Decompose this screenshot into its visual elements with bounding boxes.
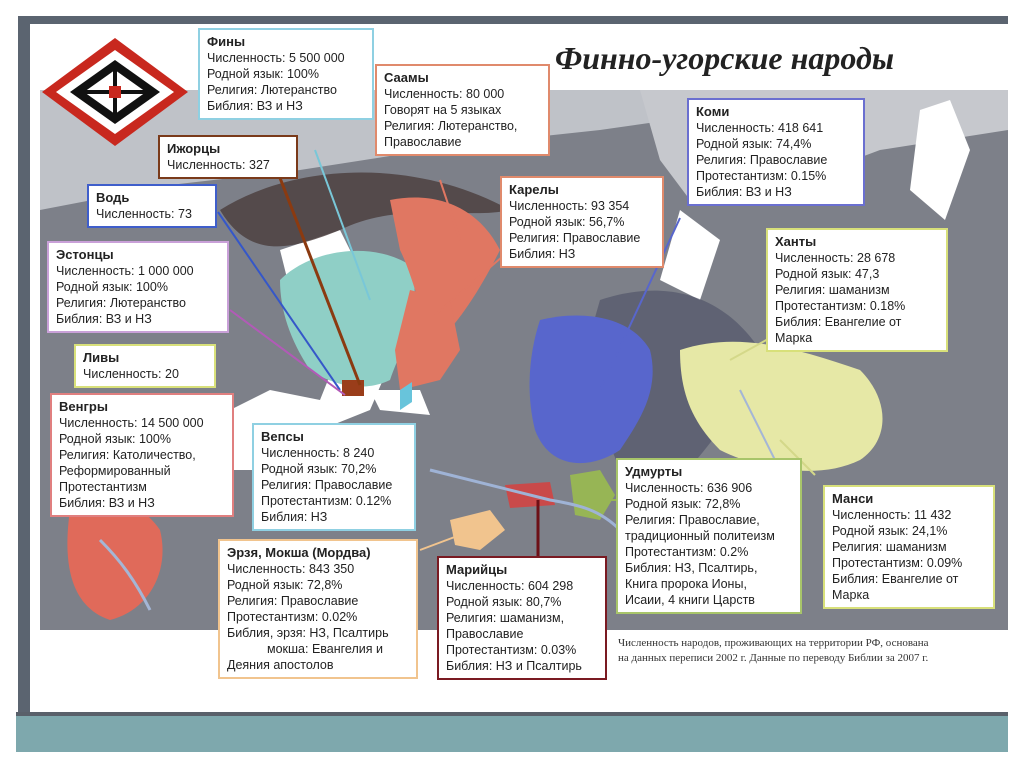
info-line: Протестантизм: 0.18% <box>775 299 906 313</box>
info-line: Библия, эрзя: НЗ, Псалтирь <box>227 626 389 640</box>
info-line: Библия: Евангелие от <box>832 572 959 586</box>
info-line: Численность: 11 432 <box>832 508 952 522</box>
info-line: Говорят на 5 языках <box>384 103 502 117</box>
logo-emblem-icon <box>40 36 190 148</box>
info-box-khanty <box>766 228 948 352</box>
people-name: Фины <box>207 34 246 49</box>
info-line: традиционный политеизм <box>625 529 775 543</box>
info-line: Библия: НЗ <box>261 510 328 524</box>
info-line: Библия: ВЗ и НЗ <box>207 99 303 113</box>
people-name: Ижорцы <box>167 141 221 156</box>
info-line: Религия: Православие <box>227 594 359 608</box>
people-name: Карелы <box>509 182 559 197</box>
info-line: Религия: Лютеранство, <box>384 119 518 133</box>
info-line: Родной язык: 72,8% <box>227 578 343 592</box>
info-line: Религия: Лютеранство <box>207 83 337 97</box>
info-line: Библия: ВЗ и НЗ <box>696 185 792 199</box>
info-line: Библия: НЗ, Псалтирь, <box>625 561 758 575</box>
info-line: Родной язык: 47,3 <box>775 267 880 281</box>
info-line: Численность: 93 354 <box>509 199 630 213</box>
info-line: Родной язык: 100% <box>59 432 171 446</box>
info-line: Численность: 20 <box>83 367 179 381</box>
people-name: Вепсы <box>261 429 304 444</box>
info-line: Православие <box>446 627 524 641</box>
info-line: Родной язык: 80,7% <box>446 595 562 609</box>
info-line: Религия: шаманизм <box>775 283 890 297</box>
footnote-line: на данных переписи 2002 г. Данные по переводу Библии за 2007 г. <box>618 652 929 664</box>
info-box-karelians <box>500 176 664 268</box>
info-line: Библия: ВЗ и НЗ <box>56 312 152 326</box>
info-line: Родной язык: 74,4% <box>696 137 812 151</box>
info-box-estonians <box>47 241 229 333</box>
info-line: Численность: 1 000 000 <box>56 264 194 278</box>
info-line: Религия: Православие, <box>625 513 760 527</box>
people-name: Марийцы <box>446 562 508 577</box>
info-line: Численность: 327 <box>167 158 270 172</box>
info-line: Численность: 843 350 <box>227 562 355 576</box>
info-line: Книга пророка Ионы, <box>625 577 747 591</box>
info-line: Религия: Православие <box>696 153 828 167</box>
info-box-mari <box>437 556 607 680</box>
info-line: Протестантизм: 0.03% <box>446 643 577 657</box>
info-line: Библия: Евангелие от <box>775 315 902 329</box>
info-line: Родной язык: 56,7% <box>509 215 625 229</box>
people-name: Саамы <box>384 70 429 85</box>
info-line: Религия: шаманизм <box>832 540 947 554</box>
info-line: Религия: Православие <box>261 478 393 492</box>
people-name: Венгры <box>59 399 108 414</box>
info-line: Численность: 604 298 <box>446 579 574 593</box>
info-box-finns <box>198 28 374 120</box>
page-title: Финно-угорские народы <box>555 40 895 76</box>
info-line: Родной язык: 100% <box>56 280 168 294</box>
info-box-saami <box>375 64 550 156</box>
info-line: Протестантизм: 0.2% <box>625 545 749 559</box>
people-name: Эрзя, Мокша (Мордва) <box>227 545 371 560</box>
people-name: Водь <box>96 190 130 205</box>
info-line: Марка <box>832 588 870 602</box>
info-line: Исаии, 4 книги Царств <box>625 593 755 607</box>
info-line: Численность: 28 678 <box>775 251 896 265</box>
info-line: Библия: ВЗ и НЗ <box>59 496 155 510</box>
info-line: Реформированный <box>59 464 171 478</box>
people-name: Эстонцы <box>56 247 114 262</box>
info-line: Протестантизм: 0.02% <box>227 610 358 624</box>
info-line: Численность: 636 906 <box>625 481 753 495</box>
bottom-band <box>16 716 1008 752</box>
info-line: Протестантизм: 0.09% <box>832 556 963 570</box>
info-line: Протестантизм <box>59 480 147 494</box>
people-name: Ханты <box>775 234 817 249</box>
info-line: Родной язык: 72,8% <box>625 497 741 511</box>
info-line: мокша: Евангелия и <box>267 642 383 656</box>
info-line: Библия: НЗ и Псалтирь <box>446 659 582 673</box>
info-box-mordva <box>218 539 418 679</box>
info-box-veps <box>252 423 416 531</box>
info-line: Православие <box>384 135 462 149</box>
info-box-mansi <box>823 485 995 609</box>
people-name: Удмурты <box>625 464 683 479</box>
info-line: Марка <box>775 331 813 345</box>
footnote-line: Численность народов, проживающих на территории РФ, основана <box>618 637 929 649</box>
info-line: Религия: Лютеранство <box>56 296 186 310</box>
info-line: Родной язык: 24,1% <box>832 524 948 538</box>
info-line: Протестантизм: 0.12% <box>261 494 392 508</box>
info-line: Численность: 5 500 000 <box>207 51 345 65</box>
info-line: Деяния апостолов <box>227 658 334 672</box>
info-line: Библия: НЗ <box>509 247 576 261</box>
info-line: Родной язык: 70,2% <box>261 462 377 476</box>
info-box-izhora <box>158 135 298 179</box>
people-name: Ливы <box>83 350 120 365</box>
info-box-hungarians <box>50 393 234 517</box>
people-name: Коми <box>696 104 730 119</box>
info-line: Численность: 14 500 000 <box>59 416 204 430</box>
footnote <box>618 636 929 666</box>
info-line: Протестантизм: 0.15% <box>696 169 827 183</box>
info-box-vod <box>87 184 217 228</box>
info-box-komi <box>687 98 865 206</box>
info-line: Численность: 73 <box>96 207 192 221</box>
info-line: Родной язык: 100% <box>207 67 319 81</box>
info-box-udmurts <box>616 458 802 614</box>
info-line: Численность: 80 000 <box>384 87 505 101</box>
info-line: Численность: 8 240 <box>261 446 375 460</box>
info-line: Религия: Католичество, <box>59 448 196 462</box>
people-name: Манси <box>832 491 874 506</box>
info-line: Религия: шаманизм, <box>446 611 565 625</box>
info-box-livs <box>74 344 216 388</box>
info-line: Численность: 418 641 <box>696 121 824 135</box>
info-line: Религия: Православие <box>509 231 641 245</box>
